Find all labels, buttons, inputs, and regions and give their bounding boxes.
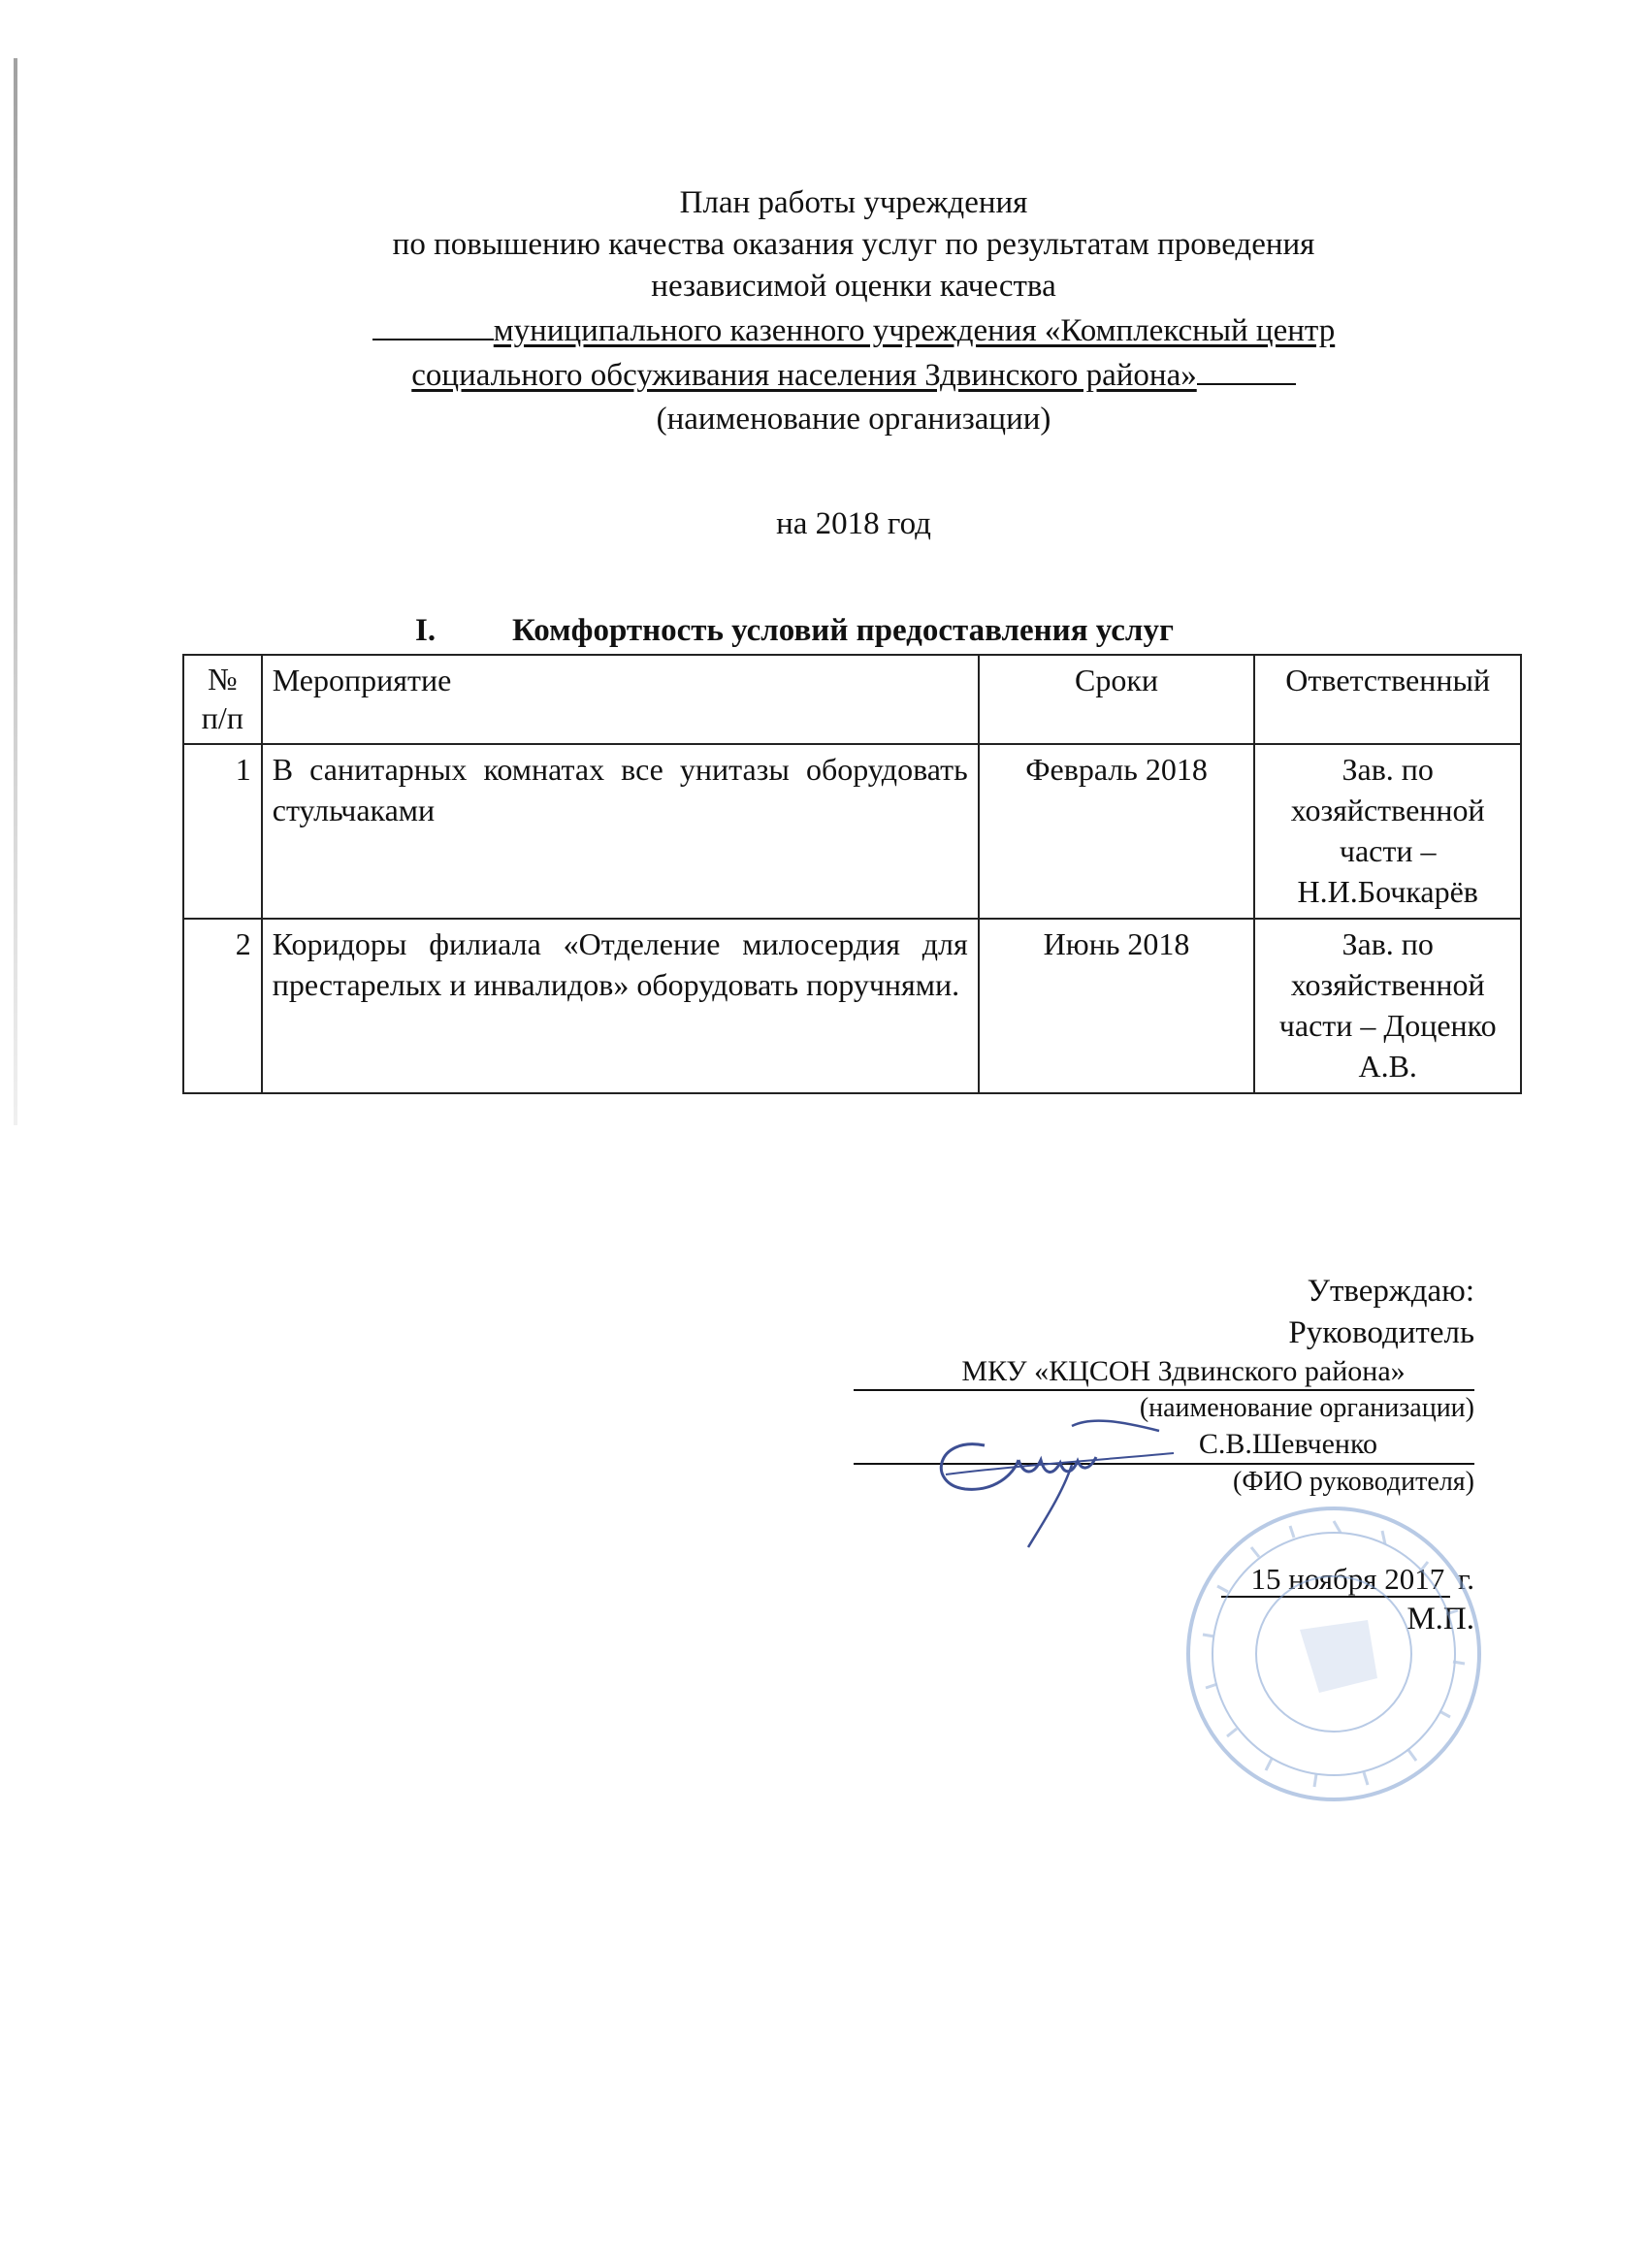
table-row xyxy=(183,744,1521,919)
row-event: В санитарных комнатах все унитазы оборудовать стульчаками xyxy=(262,744,979,919)
seal-stamp xyxy=(1174,1494,1494,1814)
approval-label: Утверждаю: xyxy=(1307,1274,1474,1309)
header-num: № п/п xyxy=(183,655,262,744)
table-header-row xyxy=(183,655,1521,744)
header-responsible: Ответственный xyxy=(1254,655,1521,744)
section-number: I. xyxy=(415,613,436,648)
header-line-3: независимой оценки качества xyxy=(651,269,1056,304)
row-responsible: Зав. по хозяйственной части – Н.И.Бочкарёв xyxy=(1254,744,1521,919)
seal-label: М.П. xyxy=(1406,1602,1474,1636)
row-event: Коридоры филиала «Отделение милосердия для престарелых и инвалидов» оборудовать поручнями. xyxy=(262,919,979,1093)
header-line-2: по повышению качества оказания услуг по результатам проведения xyxy=(392,227,1315,262)
row-num: 1 xyxy=(183,744,262,919)
plan-table xyxy=(182,654,1522,1094)
section-title: Комфортность условий предоставления услуг xyxy=(512,613,1174,648)
document-header xyxy=(175,182,1533,545)
header-date: Сроки xyxy=(979,655,1255,744)
section-heading xyxy=(415,613,1174,649)
approval-role: Руководитель xyxy=(1288,1315,1474,1350)
approval-name-caption: (ФИО руководителя) xyxy=(1233,1467,1474,1497)
approval-name: С.В.Шевченко xyxy=(854,1426,1474,1465)
scan-edge-artifact xyxy=(14,58,17,1125)
organization-caption: (наименование организации) xyxy=(656,402,1051,437)
table-row xyxy=(183,919,1521,1093)
row-num: 2 xyxy=(183,919,262,1093)
approval-date: 15 ноября 2017 xyxy=(1221,1562,1450,1598)
row-date: Июнь 2018 xyxy=(979,919,1255,1093)
plan-year: на 2018 год xyxy=(776,506,931,541)
organization-line-1: муниципального казенного учреждения «Комплексный центр xyxy=(175,308,1533,352)
organization-line-2: социального обсуживания населения Здвинского района» xyxy=(175,352,1533,397)
approval-date-suffix: г. xyxy=(1458,1562,1474,1596)
handwritten-signature xyxy=(926,1407,1179,1552)
row-responsible: Зав. по хозяйственной части – Доценко А.В. xyxy=(1254,919,1521,1093)
header-event: Мероприятие xyxy=(262,655,979,744)
approval-organization-caption: (наименование организации) xyxy=(1139,1393,1474,1423)
header-line-1: План работы учреждения xyxy=(679,185,1028,220)
row-date: Февраль 2018 xyxy=(979,744,1255,919)
approval-organization: МКУ «КЦСОН Здвинского района» xyxy=(854,1354,1474,1391)
